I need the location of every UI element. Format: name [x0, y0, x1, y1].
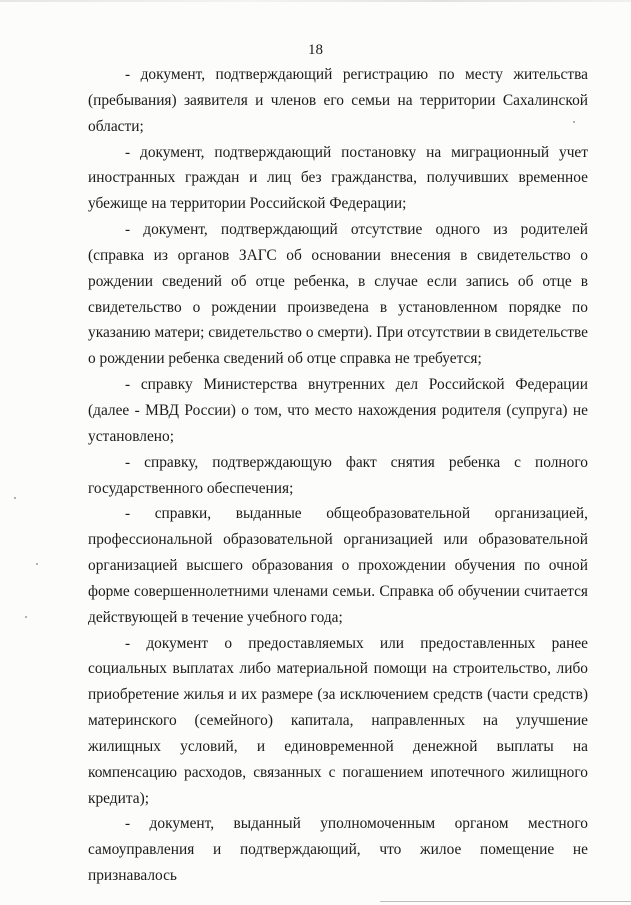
- scan-edge-top: [0, 0, 631, 2]
- list-item-migration-registration: - документ, подтверждающий постановку на миграционный учет иностранных граждан и лиц без гражданства, получивших временное убежище на территории Российской Федерации;: [88, 143, 588, 213]
- document-body: [88, 62, 588, 889]
- scan-speck: [14, 497, 16, 499]
- scan-speck: [36, 563, 38, 565]
- list-item-residence-registration: - документ, подтверждающий регистрацию по месту жительства (пребывания) заявителя и членов его семьи на территории Сахалинской области;: [88, 66, 588, 135]
- page-number: 18: [308, 42, 323, 58]
- scan-edge-bottom: [380, 901, 631, 902]
- list-item-local-authority-document: - документ, выданный уполномоченным органом местного самоуправления и подтверждающий, что жилое помещение не признавалось: [88, 815, 588, 885]
- list-item-education-certificates: - справки, выданные общеобразовательной организацией, профессиональной образовательной организацией или образовательной организацией высшего образования о прохождении обучения по очной форме совершеннолетними членами семьи. Справка об обучении считается действующей в течение учебного года;: [88, 505, 588, 626]
- list-item-state-support-removal: - справку, подтверждающую факт снятия ребенка с полного государственного обеспечения;: [88, 453, 588, 497]
- scan-speck: [25, 616, 27, 618]
- list-item-mvd-certificate: - справку Министерства внутренних дел Российской Федерации (далее - МВД России) о том, что место нахождения родителя (супруга) не установлено;: [88, 376, 588, 445]
- list-item-absent-parent: - документ, подтверждающий отсутствие одного из родителей (справка из органов ЗАГС об основании внесения в свидетельство о рождении сведений об отце ребенка, в случае если запись об отце в свидетельство о рождении произведена в установленном порядке по указанию матери; свидетельство о смерти). При отсутствии в свидетельстве о рождении ребенка сведений об отце справка не требуется;: [88, 221, 588, 368]
- list-item-social-payments: - документ о предоставляемых или предоставленных ранее социальных выплатах либо материальной помощи на строительство, либо приобретение жилья и их размере (за исключением средств (части средств) материнского (семейного) капитала, направленных на улучшение жилищных условий, и единовременной денежной выплаты на компенсацию расходов, связанных с погашением ипотечного жилищного кредита);: [88, 634, 588, 807]
